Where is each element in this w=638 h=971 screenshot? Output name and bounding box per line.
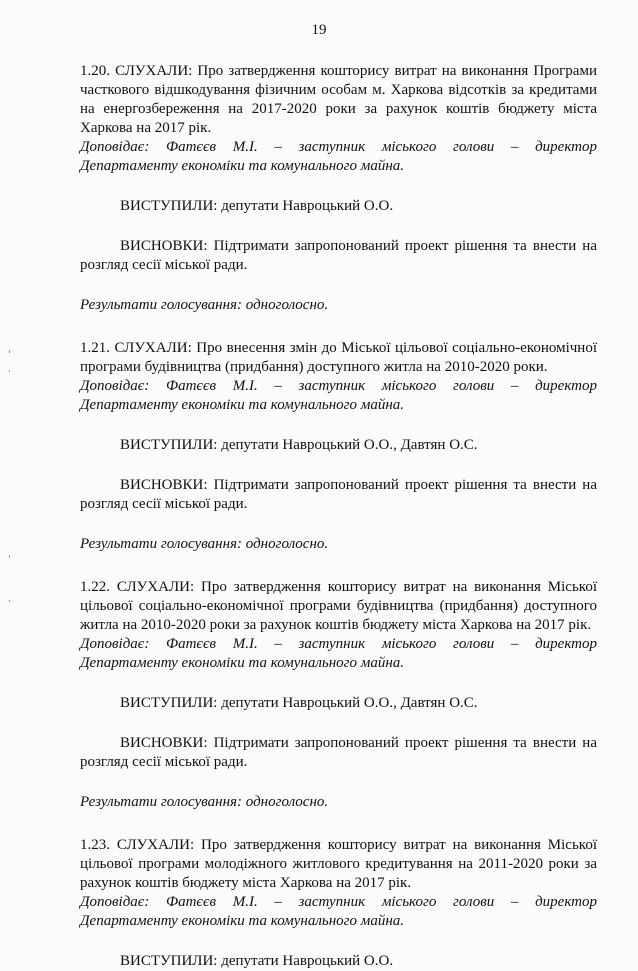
speaker-word: голови — [453, 636, 495, 652]
speaker-word: Фатєєв — [166, 378, 217, 394]
heard-paragraph: 1.21. СЛУХАЛИ: Про внесення змін до Міської цільової соціально-економічної програми будівництва (придбання) доступного житла на 2010-2020 роки. — [80, 340, 597, 375]
conclusions-paragraph: ВИСНОВКИ: Підтримати запропонований проект рішення та внести на розгляд сесії міської ради. — [80, 238, 597, 273]
speaker-word: – — [510, 139, 519, 155]
speaker-department: Департаменту економіки та комунального майна. — [80, 397, 405, 413]
speaker-word: – — [510, 894, 519, 910]
agenda-item — [80, 339, 597, 554]
speaker-line — [80, 138, 597, 157]
conclusions-paragraph: ВИСНОВКИ: Підтримати запропонований проект рішення та внести на розгляд сесії міської ради. — [80, 477, 597, 512]
speaker-word: – — [274, 139, 282, 155]
voting-results: Результати голосування: одноголосно. — [80, 536, 329, 552]
speaker-word: директор — [535, 378, 597, 394]
speaker-word: директор — [535, 139, 597, 155]
speaker-word: голови — [453, 378, 495, 394]
speaker-word: Доповідає: — [80, 139, 150, 155]
speaker-word: Фатєєв — [166, 636, 217, 652]
speaker-word: заступник — [298, 139, 366, 155]
speaker-word: міського — [381, 894, 437, 910]
speaker-word: заступник — [298, 894, 366, 910]
conclusions-paragraph: ВИСНОВКИ: Підтримати запропонований проект рішення та внести на розгляд сесії міської ради. — [80, 735, 597, 770]
speaker-word: заступник — [298, 378, 366, 394]
document-body — [80, 62, 597, 971]
heard-paragraph: 1.23. СЛУХАЛИ: Про затвердження кошторису витрат на виконання Міської цільової програми молодіжного житлового кредитування на 2011-2020 роки за рахунок коштів бюджету міста Харкова на 2017 рік. — [80, 837, 597, 891]
speaker-word: – — [274, 636, 282, 652]
speaker-word: Доповідає: — [80, 378, 150, 394]
agenda-item — [80, 62, 597, 315]
speaker-word: – — [510, 636, 519, 652]
speaker-word: директор — [535, 894, 597, 910]
speaker-word: Фатєєв — [166, 894, 217, 910]
heard-paragraph: 1.20. СЛУХАЛИ: Про затвердження кошторису витрат на виконання Програми часткового відшкодування фізичним особам м. Харкова відсотків за кредитами на енергозбереження на 2017-2020 роки за рахунок коштів бюджету міста Харкова на 2017 рік. — [80, 63, 597, 136]
scan-mark — [9, 370, 10, 372]
scan-mark — [9, 350, 10, 353]
speaker-department: Департаменту економіки та комунального майна. — [80, 655, 405, 671]
speaker-line — [80, 635, 597, 654]
speaker-word: голови — [453, 894, 495, 910]
speaker-word: міського — [381, 636, 437, 652]
speaker-word: – — [274, 378, 282, 394]
speaker-word: М.І. — [232, 378, 258, 394]
scan-mark — [9, 600, 10, 602]
heard-paragraph: 1.22. СЛУХАЛИ: Про затвердження кошторису витрат на виконання Міської цільової соціально-економічної програми будівництва (придбання) доступного житла на 2010-2020 роки за рахунок коштів бюджету міста Харкова на 2017 рік. — [80, 579, 597, 633]
spoke-paragraph: ВИСТУПИЛИ: депутати Навроцький О.О. — [120, 953, 394, 969]
spoke-paragraph: ВИСТУПИЛИ: депутати Навроцький О.О., Давтян О.С. — [120, 437, 478, 453]
speaker-word: директор — [535, 636, 597, 652]
speaker-word: міського — [381, 139, 437, 155]
agenda-item — [80, 578, 597, 812]
speaker-word: М.І. — [232, 139, 258, 155]
speaker-line — [80, 893, 597, 912]
spoke-paragraph: ВИСТУПИЛИ: депутати Навроцький О.О. — [120, 198, 394, 214]
speaker-department: Департаменту економіки та комунального майна. — [80, 158, 405, 174]
voting-results: Результати голосування: одноголосно. — [80, 794, 329, 810]
speaker-department: Департаменту економіки та комунального майна. — [80, 913, 405, 929]
speaker-word: М.І. — [232, 894, 258, 910]
speaker-line — [80, 377, 597, 396]
speaker-word: заступник — [298, 636, 366, 652]
speaker-word: – — [510, 378, 519, 394]
voting-results: Результати голосування: одноголосно. — [80, 297, 329, 313]
speaker-word: голови — [453, 139, 495, 155]
speaker-word: міського — [381, 378, 437, 394]
speaker-word: – — [274, 894, 282, 910]
speaker-word: Фатєєв — [166, 139, 217, 155]
speaker-word: Доповідає: — [80, 894, 150, 910]
agenda-item — [80, 836, 597, 971]
speaker-word: Доповідає: — [80, 636, 150, 652]
spoke-paragraph: ВИСТУПИЛИ: депутати Навроцький О.О., Давтян О.С. — [120, 695, 478, 711]
speaker-word: М.І. — [232, 636, 258, 652]
page-number: 19 — [311, 22, 327, 38]
scan-mark — [9, 555, 10, 558]
